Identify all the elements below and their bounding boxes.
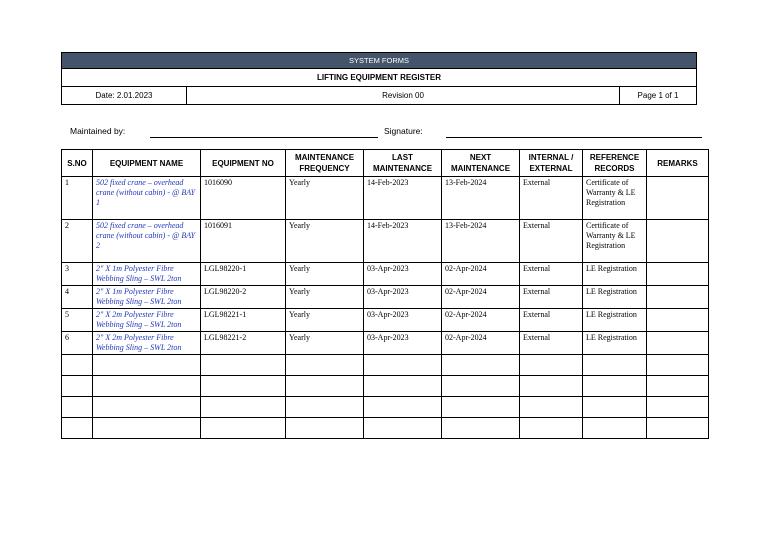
col-header-sno: S.NO: [62, 150, 93, 177]
cell-equipment-no: LGL98220-1: [201, 263, 286, 286]
cell-internal-external: External: [520, 220, 583, 263]
cell-equipment-name: 2" X 1m Polyester Fibre Webbing Sling – SWL 2ton: [93, 263, 201, 286]
cell-next-maintenance: 02-Apr-2024: [442, 332, 520, 355]
equipment-register-table: [61, 149, 709, 439]
cell-equipment-no: LGL98220-2: [201, 286, 286, 309]
col-header-equipment-no: EQUIPMENT NO: [201, 150, 286, 177]
cell-reference-records: LE Registration: [583, 309, 647, 332]
empty-row: [62, 418, 709, 439]
table-row: [62, 220, 709, 263]
cell-sno: 3: [62, 263, 93, 286]
cell-remarks: [647, 220, 709, 263]
cell-next-maintenance: 13-Feb-2024: [442, 177, 520, 220]
table-row: [62, 332, 709, 355]
cell-reference-records: Certificate of Warranty & LE Registration: [583, 177, 647, 220]
form-date: Date: 2.01.2023: [62, 87, 187, 105]
cell-equipment-name: 502 fixed crane – overhead crane (without cabin) - @ BAY 1: [93, 177, 201, 220]
table-row: [62, 263, 709, 286]
col-header-equipment-name: EQUIPMENT NAME: [93, 150, 201, 177]
cell-internal-external: External: [520, 286, 583, 309]
cell-sno: 5: [62, 309, 93, 332]
cell-internal-external: External: [520, 177, 583, 220]
cell-remarks: [647, 332, 709, 355]
col-header-last-maintenance: LAST MAINTENANCE: [364, 150, 442, 177]
cell-next-maintenance: 13-Feb-2024: [442, 220, 520, 263]
empty-row: [62, 355, 709, 376]
cell-equipment-no: 1016091: [201, 220, 286, 263]
cell-next-maintenance: 02-Apr-2024: [442, 309, 520, 332]
cell-last-maintenance: 03-Apr-2023: [364, 332, 442, 355]
cell-equipment-name: 2" X 1m Polyester Fibre Webbing Sling – SWL 2ton: [93, 286, 201, 309]
signature-label: Signature:: [384, 126, 423, 136]
col-header-reference-records: REFERENCE RECORDS: [583, 150, 647, 177]
cell-internal-external: External: [520, 332, 583, 355]
cell-sno: 4: [62, 286, 93, 309]
cell-sno: 2: [62, 220, 93, 263]
cell-reference-records: Certificate of Warranty & LE Registration: [583, 220, 647, 263]
system-forms-banner: SYSTEM FORMS: [62, 53, 697, 69]
cell-remarks: [647, 309, 709, 332]
cell-equipment-no: 1016090: [201, 177, 286, 220]
cell-last-maintenance: 03-Apr-2023: [364, 286, 442, 309]
table-row: [62, 309, 709, 332]
cell-last-maintenance: 03-Apr-2023: [364, 263, 442, 286]
cell-equipment-name: 502 fixed crane – overhead crane (without cabin) - @ BAY 2: [93, 220, 201, 263]
maintained-by-label: Maintained by:: [70, 126, 126, 136]
cell-internal-external: External: [520, 263, 583, 286]
table-row: [62, 286, 709, 309]
cell-remarks: [647, 286, 709, 309]
col-header-internal-external: INTERNAL / EXTERNAL: [520, 150, 583, 177]
cell-last-maintenance: 03-Apr-2023: [364, 309, 442, 332]
cell-sno: 1: [62, 177, 93, 220]
table-row: [62, 177, 709, 220]
maintained-by-line: [150, 137, 378, 138]
cell-reference-records: LE Registration: [583, 332, 647, 355]
cell-remarks: [647, 263, 709, 286]
cell-remarks: [647, 177, 709, 220]
empty-row: [62, 397, 709, 418]
cell-next-maintenance: 02-Apr-2024: [442, 286, 520, 309]
form-header: [61, 52, 697, 105]
table-header-row: [62, 150, 709, 177]
cell-equipment-no: LGL98221-2: [201, 332, 286, 355]
form-revision: Revision 00: [187, 87, 620, 105]
cell-frequency: Yearly: [286, 220, 364, 263]
cell-frequency: Yearly: [286, 263, 364, 286]
cell-equipment-name: 2" X 2m Polyester Fibre Webbing Sling – SWL 2ton: [93, 309, 201, 332]
cell-reference-records: LE Registration: [583, 286, 647, 309]
cell-last-maintenance: 14-Feb-2023: [364, 220, 442, 263]
col-header-next-maintenance: NEXT MAINTENANCE: [442, 150, 520, 177]
cell-next-maintenance: 02-Apr-2024: [442, 263, 520, 286]
col-header-frequency: MAINTENANCE FREQUENCY: [286, 150, 364, 177]
cell-last-maintenance: 14-Feb-2023: [364, 177, 442, 220]
page-title: LIFTING EQUIPMENT REGISTER: [62, 69, 697, 87]
cell-frequency: Yearly: [286, 309, 364, 332]
page-number: Page 1 of 1: [620, 87, 697, 105]
col-header-remarks: REMARKS: [647, 150, 709, 177]
empty-row: [62, 376, 709, 397]
cell-frequency: Yearly: [286, 332, 364, 355]
cell-internal-external: External: [520, 309, 583, 332]
cell-equipment-no: LGL98221-1: [201, 309, 286, 332]
cell-equipment-name: 2" X 2m Polyester Fibre Webbing Sling – SWL 2ton: [93, 332, 201, 355]
cell-frequency: Yearly: [286, 286, 364, 309]
signature-line: [446, 137, 702, 138]
cell-reference-records: LE Registration: [583, 263, 647, 286]
cell-frequency: Yearly: [286, 177, 364, 220]
cell-sno: 6: [62, 332, 93, 355]
